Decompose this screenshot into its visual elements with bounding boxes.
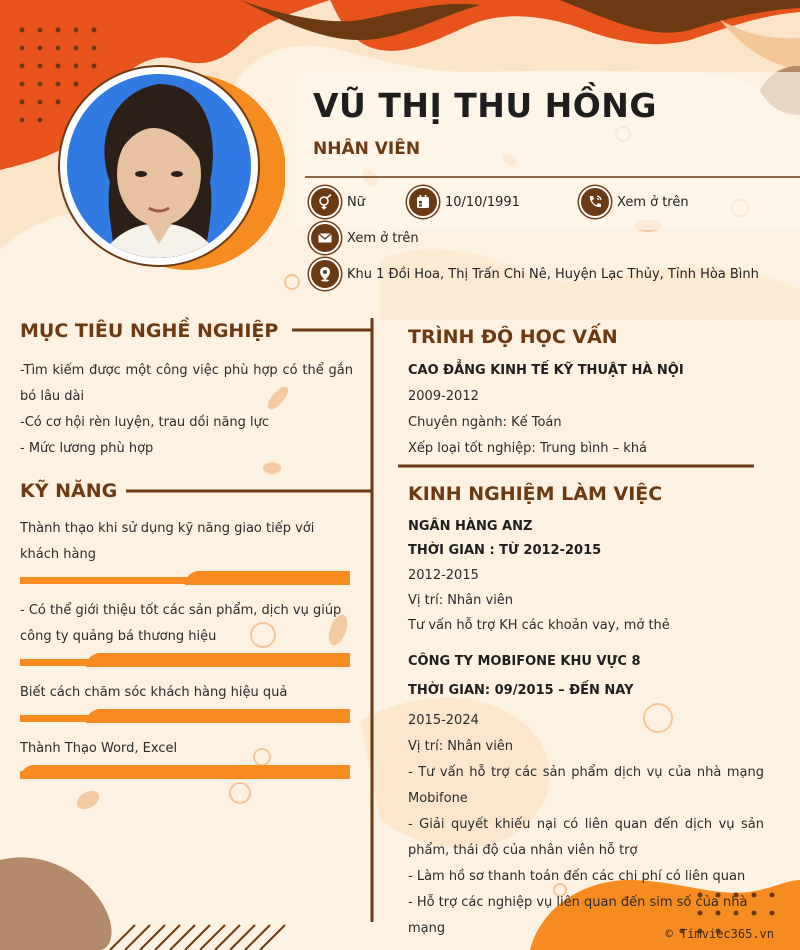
email-icon: [309, 222, 341, 254]
avatar-frame: [55, 62, 285, 272]
job-duty: - Làm hồ sơ thanh toán đến các chi phí có liên quan: [408, 869, 746, 884]
job-duty: - Hỗ trợ các nghiệp vụ liên quan đến sim số của nhà mạng: [408, 895, 748, 936]
avatar-ring: [55, 62, 285, 272]
skill-bar: [20, 653, 350, 668]
contact-address: [309, 258, 759, 290]
job-years: 2015-2024: [408, 713, 479, 728]
gender-icon: [309, 186, 341, 218]
address-value: Khu 1 Đồi Hoa, Thị Trấn Chi Nê, Huyện Lạc Thủy, Tỉnh Hòa Bình: [347, 266, 759, 282]
education-section: [408, 358, 764, 462]
education-major: Chuyên ngành: Kế Toán: [408, 415, 562, 430]
job-company: CÔNG TY MOBIFONE KHU VỰC 8: [408, 654, 641, 669]
objective-line: - Mức lương phù hợp: [20, 441, 154, 456]
job-duty: - Giải quyết khiếu nại có liên quan đến dịch vụ sản phẩm, thái độ của nhân viên hỗ trợ: [408, 817, 764, 858]
job-years: 2012-2015: [408, 568, 479, 583]
skill-bar-level: [86, 709, 350, 723]
email-value: Xem ở trên: [347, 230, 419, 246]
watermark: © Timviec365.vn: [665, 927, 774, 941]
job-role: Vị trí: Nhân viên: [408, 739, 514, 754]
job-period: THỜI GIAN : TỪ 2012-2015: [408, 543, 602, 558]
skill-bar-level: [86, 653, 350, 667]
location-icon: [309, 258, 341, 290]
contact-phone: [579, 186, 689, 218]
gender-value: Nữ: [347, 194, 365, 210]
objective-section: [20, 358, 353, 462]
skills-title: KỸ NĂNG: [20, 480, 118, 502]
skill-bar-level: [185, 571, 350, 585]
skill-text: Biết cách chăm sóc khách hàng hiệu quả: [20, 685, 288, 700]
skill-bar: [20, 765, 350, 780]
experience-section: [408, 515, 764, 942]
job-company: NGÂN HÀNG ANZ: [408, 519, 533, 534]
experience-title: KINH NGHIỆM LÀM VIỆC: [408, 483, 663, 505]
job-period: THỜI GIAN: 09/2015 – ĐẾN NAY: [408, 683, 634, 698]
job-duty: Tư vấn hỗ trợ KH các khoản vay, mở thẻ: [408, 618, 670, 633]
candidate-position: NHÂN VIÊN: [313, 139, 421, 159]
job-duty: - Tư vấn hỗ trợ các sản phẩm dịch vụ của nhà mạng Mobifone: [408, 765, 764, 806]
phone-value: Xem ở trên: [617, 194, 689, 210]
skill-text: Thành thạo khi sử dụng kỹ năng giao tiếp với khách hàng: [20, 521, 315, 562]
objective-line: -Tìm kiếm được một công việc phù hợp có thể gắn bó lâu dài: [20, 363, 353, 404]
skill-bar: [20, 571, 350, 586]
job-role: Vị trí: Nhân viên: [408, 593, 514, 608]
birthday-value: 10/10/1991: [445, 194, 520, 210]
education-title: TRÌNH ĐỘ HỌC VẤN: [408, 326, 618, 348]
contact-gender: [309, 186, 365, 218]
objective-title: MỤC TIÊU NGHỀ NGHIỆP: [20, 320, 279, 342]
phone-icon: [579, 186, 611, 218]
education-grade: Xếp loại tốt nghiệp: Trung bình – khá: [408, 441, 648, 456]
contact-email: [309, 222, 419, 254]
education-years: 2009-2012: [408, 389, 479, 404]
skill-text: Thành Thạo Word, Excel: [20, 741, 178, 756]
skill-bar-level: [20, 765, 350, 779]
contact-birthday: [407, 186, 520, 218]
skill-text: - Có thể giới thiệu tốt các sản phẩm, dịch vụ giúp công ty quảng bá thương hiệu: [20, 603, 342, 644]
skill-bar: [20, 709, 350, 724]
objective-line: -Có cơ hội rèn luyện, trau dồi năng lực: [20, 415, 270, 430]
calendar-icon: [407, 186, 439, 218]
school-name: CAO ĐẲNG KINH TẾ KỸ THUẬT HÀ NỘI: [408, 363, 684, 378]
candidate-name: VŨ THỊ THU HỒNG: [313, 86, 658, 125]
